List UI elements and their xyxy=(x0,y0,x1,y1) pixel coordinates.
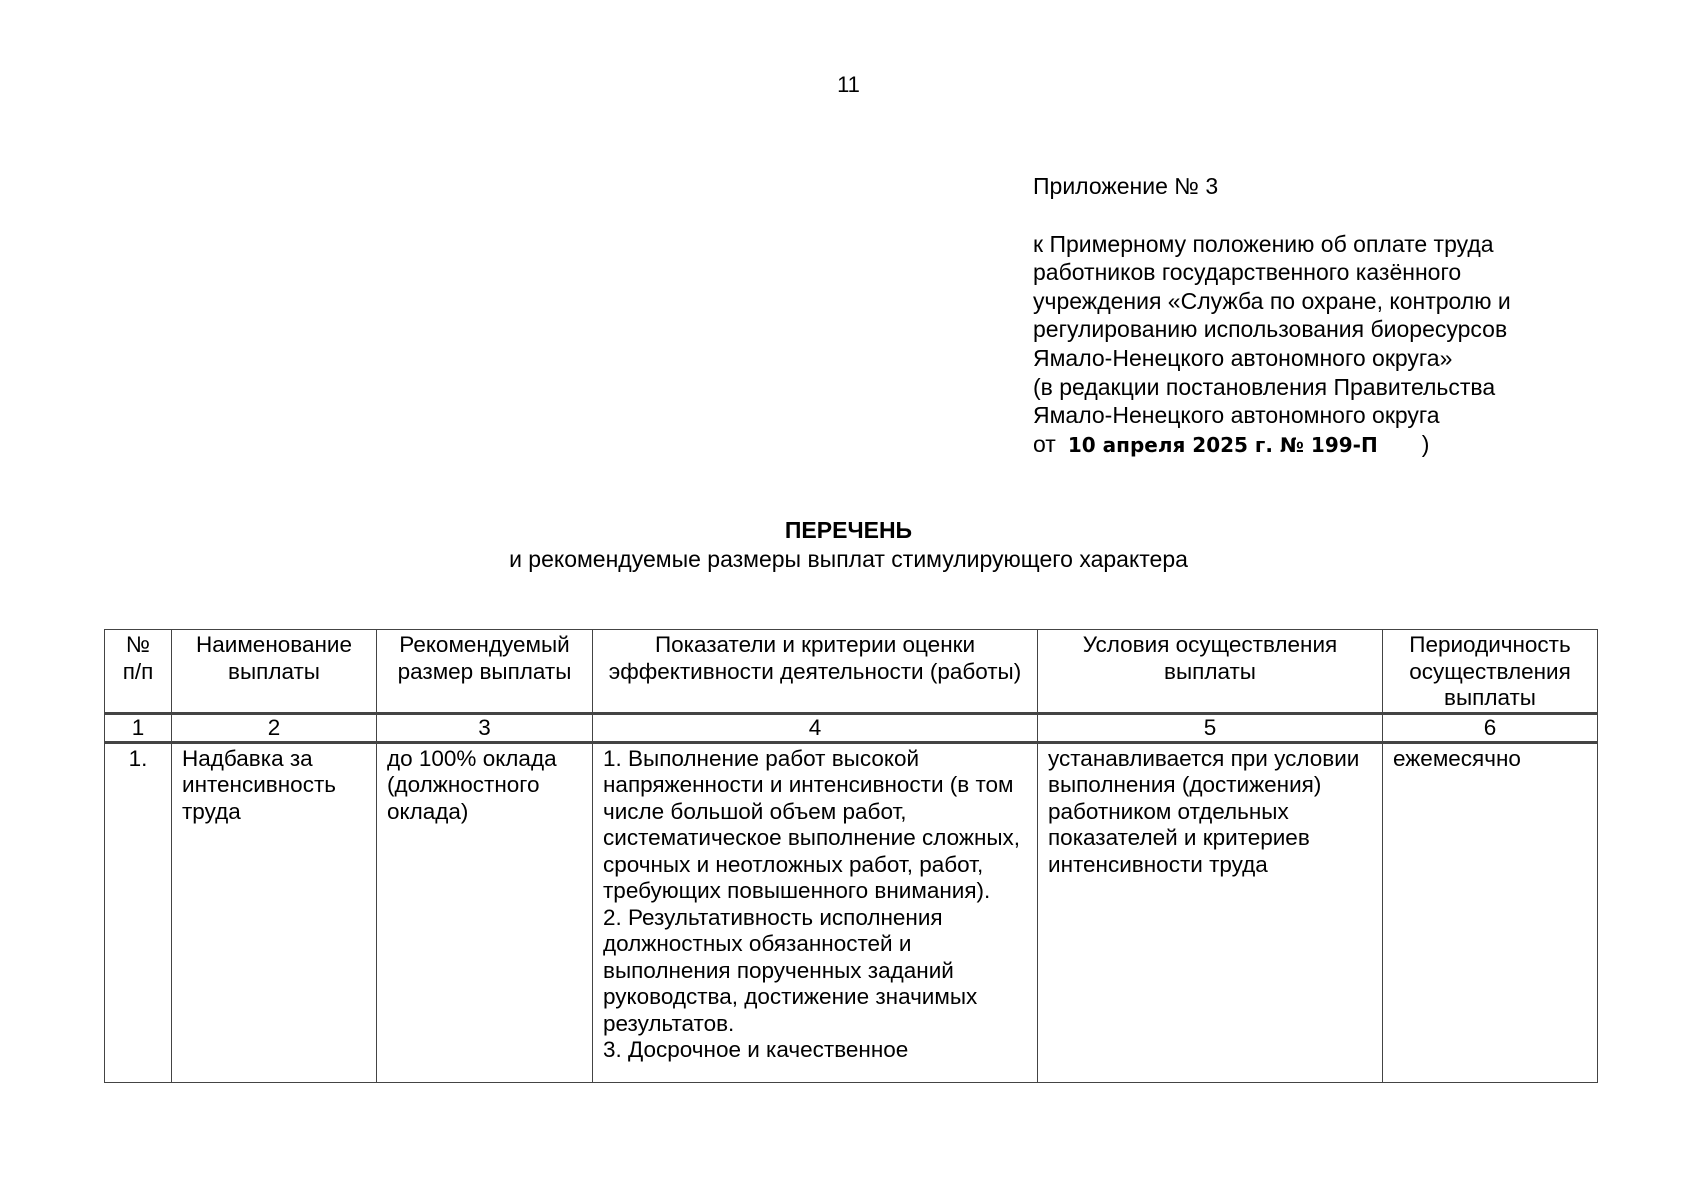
resolution-date: 10 апреля 2025 г. № 199-П xyxy=(1067,432,1378,457)
header-number: № п/п xyxy=(105,630,172,714)
column-numbers-row xyxy=(105,713,1598,742)
date-suffix: ) xyxy=(1421,430,1430,457)
document-subtitle: и рекомендуемые размеры выплат стимулирующего характера xyxy=(509,546,1188,572)
appendix-line: работников государственного казённого xyxy=(1033,259,1462,286)
column-number: 4 xyxy=(593,713,1038,742)
criteria-item: 2. Результативность исполнения должностных обязанностей и выполнения порученных заданий руководства, достижение значимых результатов. xyxy=(603,904,978,1036)
column-number: 3 xyxy=(377,713,593,742)
appendix-date-line xyxy=(1033,430,1633,460)
row-number: 1. xyxy=(105,742,172,1082)
header-criteria: Показатели и критерии оценки эффективности деятельности (работы) xyxy=(593,630,1038,714)
column-number: 6 xyxy=(1383,713,1598,742)
payment-criteria xyxy=(593,742,1038,1082)
payment-conditions: устанавливается при условии выполнения (достижения) работником отдельных показателей и критериев интенсивности труда xyxy=(1038,742,1383,1082)
header-size: Рекомендуемый размер выплаты xyxy=(377,630,593,714)
payment-size: до 100% оклада (должностного оклада) xyxy=(377,742,593,1082)
appendix-line: Ямало-Ненецкого автономного округа» xyxy=(1033,344,1453,371)
document-heading xyxy=(0,516,1697,574)
header-conditions: Условия осуществления выплаты xyxy=(1038,630,1383,714)
header-periodicity: Периодичность осуществления выплаты xyxy=(1383,630,1598,714)
appendix-line: учреждения «Служба по охране, контролю и xyxy=(1033,287,1511,314)
column-number: 1 xyxy=(105,713,172,742)
appendix-line: Ямало-Ненецкого автономного округа xyxy=(1033,402,1440,429)
payment-name: Надбавка за интенсивность труда xyxy=(172,742,377,1082)
appendix-line: регулированию использования биоресурсов xyxy=(1033,316,1508,343)
appendix-line: (в редакции постановления Правительства xyxy=(1033,373,1496,400)
table-header-row xyxy=(105,630,1598,714)
page-number: 11 xyxy=(837,72,860,97)
criteria-item: 3. Досрочное и качественное xyxy=(603,1037,909,1062)
table-row xyxy=(105,742,1598,1082)
column-number: 5 xyxy=(1038,713,1383,742)
header-name: Наименование выплаты xyxy=(172,630,377,714)
payment-periodicity: ежемесячно xyxy=(1383,742,1598,1082)
appendix-title: Приложение № 3 xyxy=(1033,173,1219,199)
criteria-item: 1. Выполнение работ высокой напряженности и интенсивности (в том числе большой объем работ, систематическое выполнение сложных, срочных и неотложных работ, работ, требующих повышенного внимания). xyxy=(603,745,1021,903)
appendix-block xyxy=(1033,172,1633,459)
appendix-line: к Примерному положению об оплате труда xyxy=(1033,230,1494,257)
date-prefix: от xyxy=(1033,430,1056,457)
appendix-gap xyxy=(1033,201,1633,230)
document-title: ПЕРЕЧЕНЬ xyxy=(784,517,913,543)
column-number: 2 xyxy=(172,713,377,742)
payments-table xyxy=(104,629,1598,1083)
